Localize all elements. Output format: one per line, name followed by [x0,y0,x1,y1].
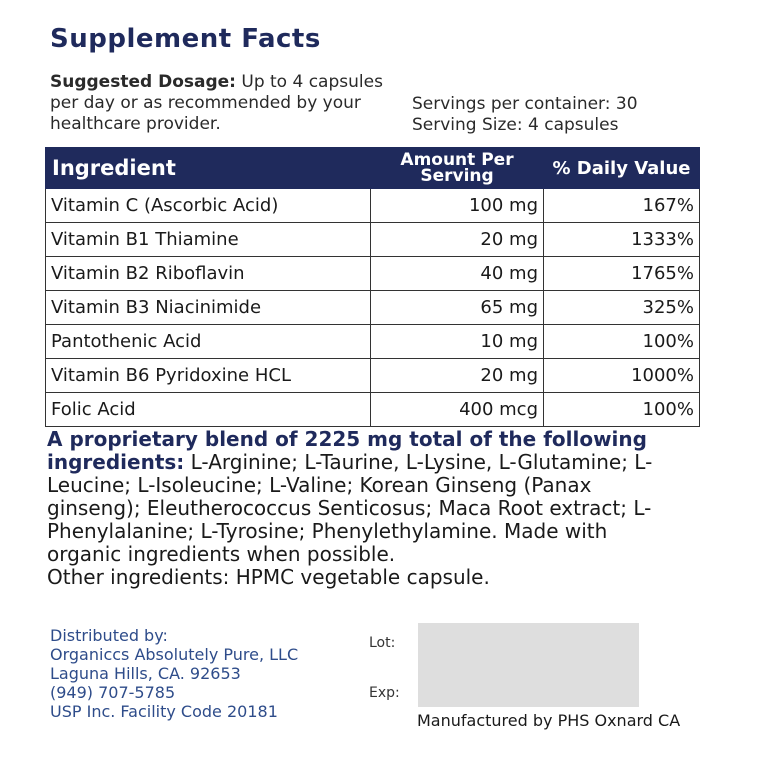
distributor-line: Laguna Hills, CA. 92653 [50,664,241,683]
table-header-row [46,148,700,189]
ingredient-daily-value: 1333% [544,223,700,257]
servings-info [412,94,638,136]
ingredient-daily-value: 1000% [544,359,700,393]
proprietary-blend [47,428,687,589]
page-title: Supplement Facts [50,24,321,54]
servings-per-container: Servings per container: 30 [412,94,638,114]
lot-label: Lot: [369,635,396,651]
ingredient-daily-value: 325% [544,291,700,325]
supplement-facts-table [45,147,700,427]
ingredient-name: Folic Acid [46,393,371,427]
ingredient-amount: 400 mcg [371,393,544,427]
table-row [46,325,700,359]
manufacturer-note: Manufactured by PHS Oxnard CA [417,711,681,730]
table-row [46,223,700,257]
ingredient-amount: 20 mg [371,359,544,393]
blend-ingredients: L-Arginine; L-Taurine, L-Lysine, L-Glutamine; L-Leucine; L-Isoleucine; L-Valine; Korean Ginseng (Panax ginseng); Eleutherococcus Senticosus; Maca Root extract; L-Phenylalanine; L-Tyrosine; Phenylethylamine. Made with organic ingredients when possible. [47,450,653,566]
serving-size: Serving Size: 4 capsules [412,115,619,135]
distributor-line: USP Inc. Facility Code 20181 [50,702,278,721]
header-ingredient: Ingredient [46,148,371,189]
dosage-text: Up to 4 capsules per day or as recommended by your healthcare provider. [50,72,383,134]
lot-exp-stamp-box [418,623,639,707]
table-row [46,257,700,291]
ingredient-amount: 100 mg [371,189,544,223]
ingredient-name: Vitamin B6 Pyridoxine HCL [46,359,371,393]
ingredient-amount: 10 mg [371,325,544,359]
ingredient-daily-value: 1765% [544,257,700,291]
header-amount: Amount Per Serving [371,148,544,189]
ingredient-daily-value: 167% [544,189,700,223]
table-row [46,189,700,223]
ingredient-name: Vitamin B3 Niacinimide [46,291,371,325]
blend-header: A proprietary blend of 2225 mg total of the following ingredients: [47,427,647,474]
distributor-line: (949) 707-5785 [50,683,176,702]
exp-label: Exp: [369,685,400,701]
ingredient-daily-value: 100% [544,325,700,359]
distributor-info [50,626,298,721]
dosage-label: Suggested Dosage: [50,72,236,92]
table-row [46,291,700,325]
ingredient-name: Vitamin B1 Thiamine [46,223,371,257]
ingredient-amount: 40 mg [371,257,544,291]
ingredient-name: Pantothenic Acid [46,325,371,359]
header-daily-value: % Daily Value [544,148,700,189]
table-row [46,359,700,393]
distributor-line: Distributed by: [50,626,168,645]
distributor-line: Organiccs Absolutely Pure, LLC [50,645,299,664]
ingredient-amount: 65 mg [371,291,544,325]
ingredient-name: Vitamin B2 Riboflavin [46,257,371,291]
ingredient-name: Vitamin C (Ascorbic Acid) [46,189,371,223]
suggested-dosage [50,72,400,135]
other-ingredients: Other ingredients: HPMC vegetable capsule. [47,565,490,589]
table-row [46,393,700,427]
ingredient-daily-value: 100% [544,393,700,427]
ingredient-amount: 20 mg [371,223,544,257]
